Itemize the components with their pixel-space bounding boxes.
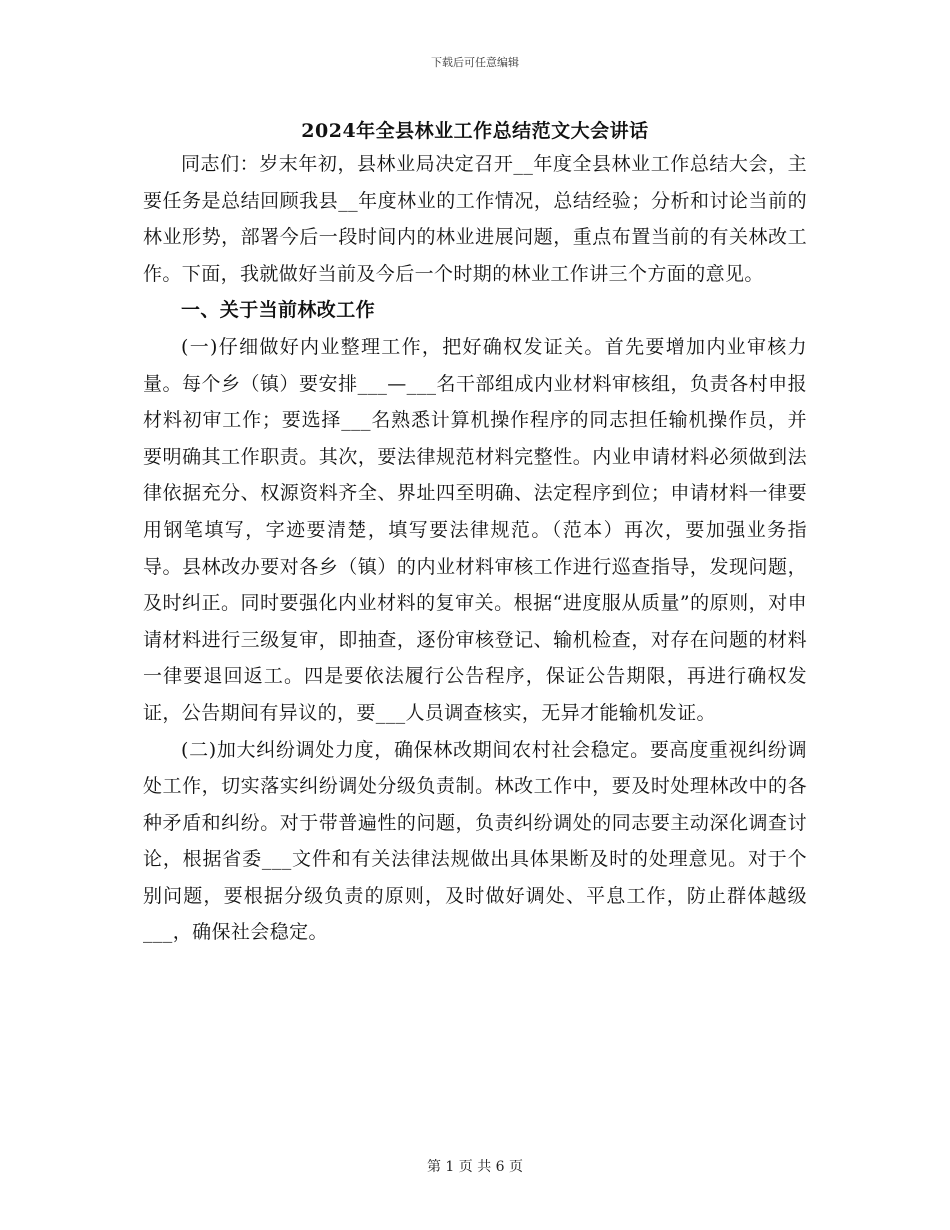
document-title: 2024年全县林业工作总结范文大会讲话 xyxy=(301,120,649,142)
page-indicator: 第 1 页 共 6 页 xyxy=(426,1159,524,1175)
paragraph-section-1-item-1: (一)仔细做好内业整理工作，把好确权发证关。首先要增加内业审核力量。每个乡（镇）要安排___—___名干部组成内业材料审核组，负责各村申报材料初审工作；要选择___名熟悉计算机操作程序的同志担任输机操作员，并要明确其工作职责。其次，要法律规范材料完整性。内业申请材料必须做到法律依据充分、权源资料齐全、界址四至明确、法定程序到位；申请材料一律要用钢笔填写，字迹要清楚，填写要法律规范。（范本）再次，要加强业务指导。县林改办要对各乡（镇）的内业材料审核工作进行巡查指导，发现问题，及时纠正。同时要强化内业材料的复审关。根据“进度服从质量”的原则，对申请材料进行三级复审，即抽查，逐份审核登记、输机检查，对存在问题的材料一律要退回返工。四是要依法履行公告程序，保证公告期限，再进行确权发证，公告期间有异议的，要___人员调查核实，无异才能输机发证。 xyxy=(143,335,807,724)
header-note: 下载后可任意编辑 xyxy=(431,56,519,69)
paragraph-intro: 同志们：岁末年初，县林业局决定召开__年度全县林业工作总结大会，主要任务是总结回顾我县__年度林业的工作情况，总结经验；分析和讨论当前的林业形势，部署今后一段时间内的林业进展问题，重点布置当前的有关林改工作。下面，我就做好当前及今后一个时期的林业工作讲三个方面的意见。 xyxy=(143,153,807,285)
paragraph-section-1-item-2: (二)加大纠纷调处力度，确保林改期间农村社会稳定。要高度重视纠纷调处工作，切实落实纠纷调处分级负责制。林改工作中，要及时处理林改中的各种矛盾和纠纷。对于带普遍性的问题，负责纠纷调处的同志要主动深化调查讨论，根据省委___文件和有关法律法规做出具体果断及时的处理意见。对于个别问题，要根据分级负责的原则，及时做好调处、平息工作，防止群体越级___，确保社会稳定。 xyxy=(143,738,807,944)
section-heading-1: 一、关于当前林改工作 xyxy=(181,299,376,322)
document-body xyxy=(143,146,807,951)
